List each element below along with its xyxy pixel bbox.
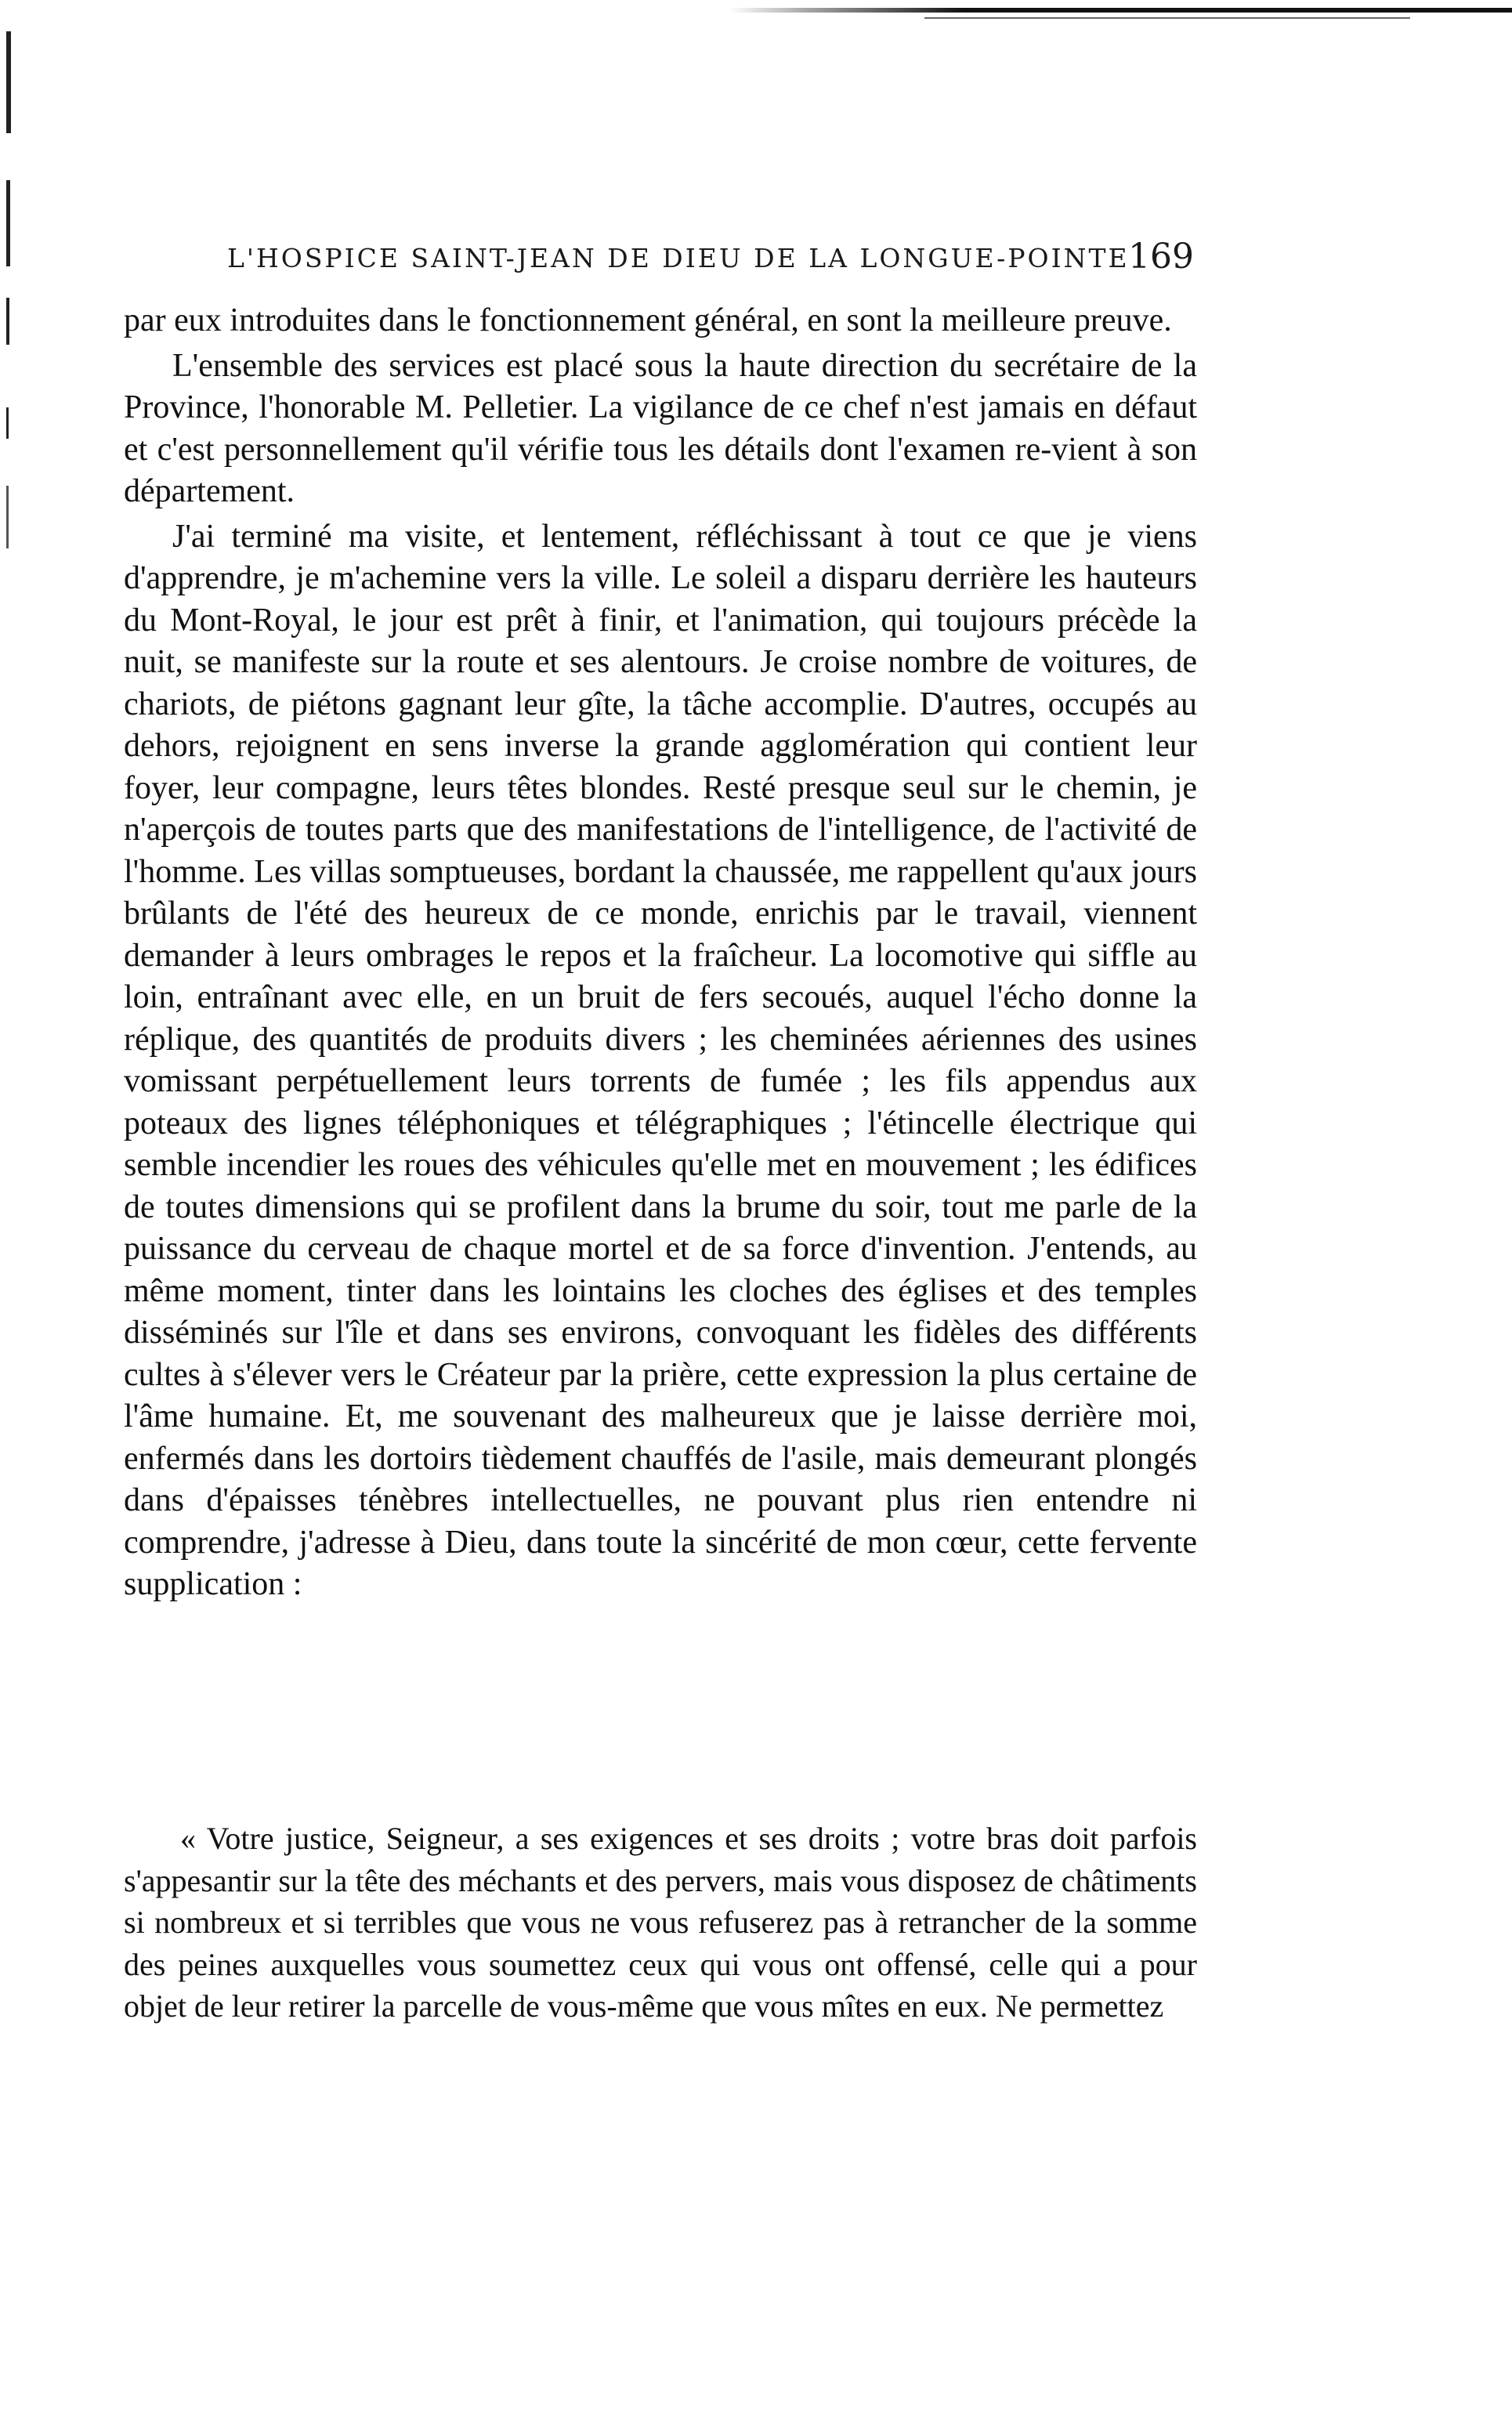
scan-edge-rule: [729, 8, 1512, 13]
paragraph: J'ai terminé ma visite, et lentement, réfléchissant à tout ce que je viens d'apprendre, je m'achemine vers la ville. Le soleil a disparu derrière les hauteurs du Mont-Royal, le jour est prêt à finir, et l'animation, qui toujours précède la nuit, se manifeste sur la route et ses alentours. Je croise nombre de voitures, de chariots, de piétons gagnant leur gîte, la tâche accomplie. D'autres, occupés au dehors, rejoignent en sens inverse la grande agglomération qui contient leur foyer, leur compagne, leurs têtes blondes. Resté presque seul sur le chemin, je n'aperçois de toutes parts que des manifestations de l'intelligence, de l'activité de l'homme. Les villas somptueuses, bordant la chaussée, me rappellent qu'aux jours brûlants de l'été des heureux de ce monde, enrichis par le travail, viennent demander à leurs ombrages le repos et la fraîcheur. La locomotive qui siffle au loin, entraînant avec elle, en un bruit de fers secoués, auquel l'écho donne la réplique, des quantités de produits divers ; les cheminées aériennes des usines vomissant perpétuellement leurs torrents de fumée ; les fils appendus aux poteaux des lignes téléphoniques et télégraphiques ; l'étincelle électrique qui semble incendier les roues des véhicules qu'elle met en mouvement ; les édifices de toutes dimensions qui se profilent dans la brume du soir, tout me parle de la puissance du cerveau de chaque mortel et de sa force d'invention. J'entends, au même moment, tinter dans les lointains les cloches des églises et des temples disséminés sur l'île et dans ses environs, convoquant les fidèles des différents cultes à s'élever vers le Créateur par la prière, cette expression la plus certaine de l'âme humaine. Et, me souvenant des malheureux que je laisse derrière moi, enfermés dans les dortoirs tièdement chauffés de l'asile, mais demeurant plongés dans d'épaisses ténèbres intellectuelles, ne pouvant plus rien entendre ni comprendre, j'adresse à Dieu, dans toute la sincérité de mon cœur, cette fervente supplication :: [124, 518, 1197, 1602]
scan-margin-mark: [6, 486, 9, 548]
paragraph: par eux introduites dans le fonctionnement général, en sont la meilleure preuve.: [124, 302, 1172, 338]
scan-margin-mark: [6, 298, 9, 345]
running-title: L'HOSPICE SAINT-JEAN DE DIEU DE LA LONGUE-POINTE: [227, 243, 1130, 273]
prayer-quotation: [124, 1818, 1197, 2028]
prayer-paragraph: « Votre justice, Seigneur, a ses exigences et ses droits ; votre bras doit parfois s'appesantir sur la tête des méchants et des pervers, mais vous disposez de châtiments si nombreux et si terribles que vous ne vous refuserez pas à retrancher de la somme des peines auxquelles vous soumettez ceux qui vous ont offensé, celle qui a pour objet de leur retirer la parcelle de vous-même que vous mîtes en eux. Ne permettez: [124, 1821, 1197, 2024]
scan-margin-mark: [6, 31, 11, 133]
paragraph: L'ensemble des services est placé sous la haute direction du secrétaire de la Province, l'honorable M. Pelletier. La vigilance de ce chef n'est jamais en défaut et c'est personnellement qu'il vérifie tous les détails dont l'examen re-vient à son département.: [124, 347, 1197, 509]
page-number: 169: [1128, 237, 1194, 277]
running-header: [0, 237, 1512, 290]
scan-edge-rule-thin: [924, 17, 1410, 19]
scan-margin-mark: [6, 407, 9, 439]
body-text: [124, 300, 1197, 1606]
